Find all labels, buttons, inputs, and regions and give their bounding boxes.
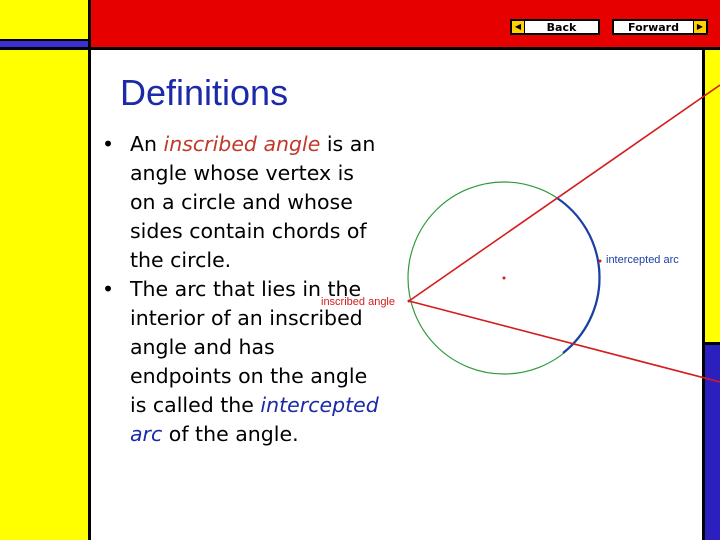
intercepted-arc-label: intercepted arc [606,254,679,266]
bullet2-suffix: of the angle. [162,422,299,446]
inscribed-angle-label: inscribed angle [321,296,395,308]
term-intercepted-arc: intercepted arc [130,393,379,446]
bullet2-prefix: The arc that lies in the interior of an inscribed angle and has endpoints on the angle is called the [130,277,368,417]
bullet1-prefix: An [130,132,164,156]
right-arrow-icon: ▶ [693,21,706,33]
intercepted-arc [557,198,599,353]
left-arrow-icon: ◀ [512,21,525,33]
arc-marker-dot [599,260,602,263]
back-button-label: Back [546,20,577,34]
term-inscribed-angle: inscribed angle [163,132,321,156]
vertex-dot [408,300,411,303]
slide-title: Definitions [120,72,289,113]
bullet1-suffix: is an angle whose vertex is on a circle and whose sides contain chords of the circle. [130,132,376,272]
forward-button-label: Forward [628,20,679,34]
angle-side-upper [409,85,720,301]
angle-side-lower [409,301,720,382]
circle-center-dot [503,277,506,280]
